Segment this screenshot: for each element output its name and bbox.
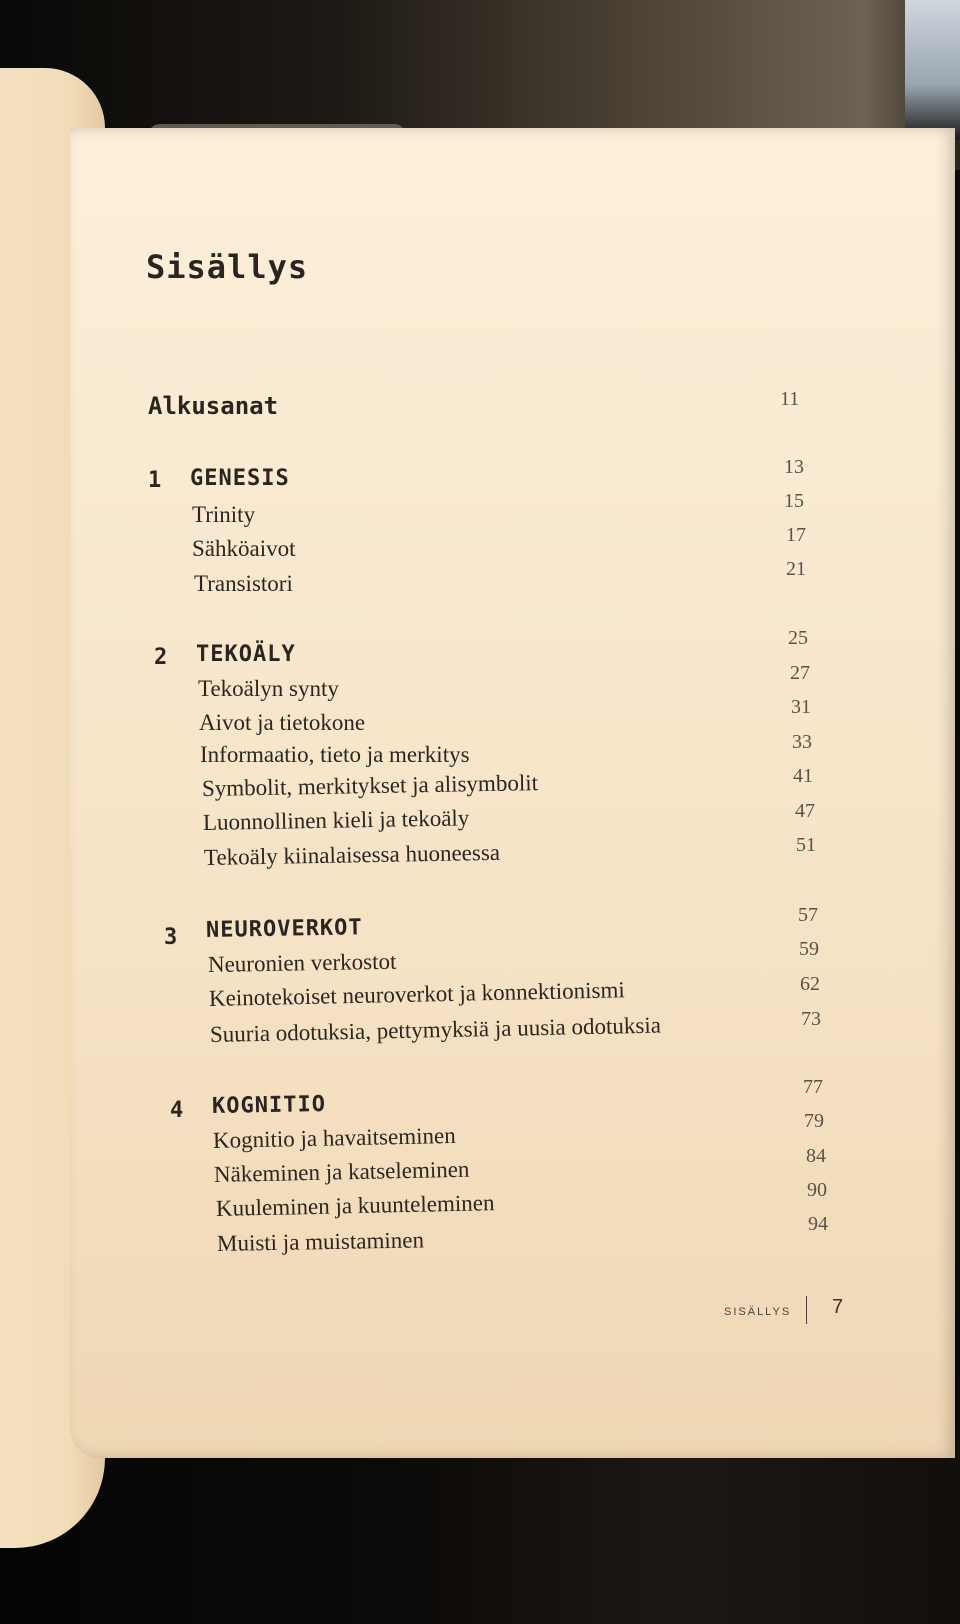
toc-section: Kognitio ja havaitseminen <box>212 1122 456 1153</box>
toc-section: Transistori <box>194 571 293 596</box>
toc-section: Tekoälyn synty <box>198 676 339 701</box>
toc-page-number: 62 <box>800 973 820 995</box>
background-object <box>905 0 960 140</box>
toc-section: Informaatio, tieto ja merkitys <box>200 742 470 767</box>
toc-section: Aivot ja tietokone <box>199 710 366 735</box>
toc-page-number: 84 <box>806 1145 826 1167</box>
chapter-title: NEUROVERKOT <box>205 915 363 943</box>
chapter-title: KOGNITIO <box>211 1092 327 1119</box>
toc-section: Kuuleminen ja kuunteleminen <box>215 1190 495 1221</box>
toc-page-number: 17 <box>786 524 806 546</box>
toc-page-number: 73 <box>801 1008 821 1030</box>
toc-page-number: 47 <box>795 800 815 822</box>
toc-preface: Alkusanat <box>148 392 279 420</box>
toc-page-number: 11 <box>780 388 800 410</box>
toc-section: Luonnollinen kieli ja tekoäly <box>202 805 470 835</box>
chapter-title: GENESIS <box>190 466 290 491</box>
background-surface-bottom <box>0 1440 960 1624</box>
chapter-title: TEKOÄLY <box>196 642 296 667</box>
chapter-number: 4 <box>170 1098 184 1123</box>
page-number: 7 <box>832 1296 844 1318</box>
toc-page-number: 15 <box>784 490 804 512</box>
toc-page-number: 21 <box>786 558 806 580</box>
toc-page-number: 25 <box>788 627 808 649</box>
toc-page-number: 77 <box>803 1076 823 1098</box>
toc-page-number: 94 <box>808 1213 828 1235</box>
toc-section: Näkeminen ja katseleminen <box>213 1156 470 1187</box>
toc-page-number: 33 <box>792 731 812 753</box>
toc-section: Keinotekoiset neuroverkot ja konnektionismi <box>208 977 626 1011</box>
toc-section: Trinity <box>192 502 256 527</box>
page-title: Sisällys <box>146 248 309 286</box>
toc-section: Symbolit, merkitykset ja alisymbolit <box>201 770 539 801</box>
toc-page-number: 27 <box>790 662 810 684</box>
toc-page-number: 57 <box>798 904 818 926</box>
chapter-number: 2 <box>154 645 168 670</box>
toc-page-number: 90 <box>807 1179 827 1201</box>
toc-page-number: 59 <box>799 938 819 960</box>
footer-divider <box>806 1296 807 1324</box>
toc-page-number: 79 <box>804 1110 824 1132</box>
toc-page-number: 41 <box>793 765 813 787</box>
toc-section: Tekoäly kiinalaisessa huoneessa <box>203 839 501 870</box>
toc-section: Suuria odotuksia, pettymyksiä ja uusia odotuksia <box>209 1012 662 1047</box>
toc-section: Muisti ja muistaminen <box>216 1227 425 1256</box>
toc-page-number: 31 <box>791 696 811 718</box>
toc-page-number: 51 <box>796 834 816 856</box>
toc-section: Neuronien verkostot <box>207 948 397 977</box>
toc-section: Sähköaivot <box>192 536 296 561</box>
chapter-number: 1 <box>148 468 162 493</box>
chapter-number: 3 <box>164 925 178 950</box>
running-head: SISÄLLYS <box>724 1306 792 1318</box>
toc-page-number: 13 <box>784 456 804 478</box>
